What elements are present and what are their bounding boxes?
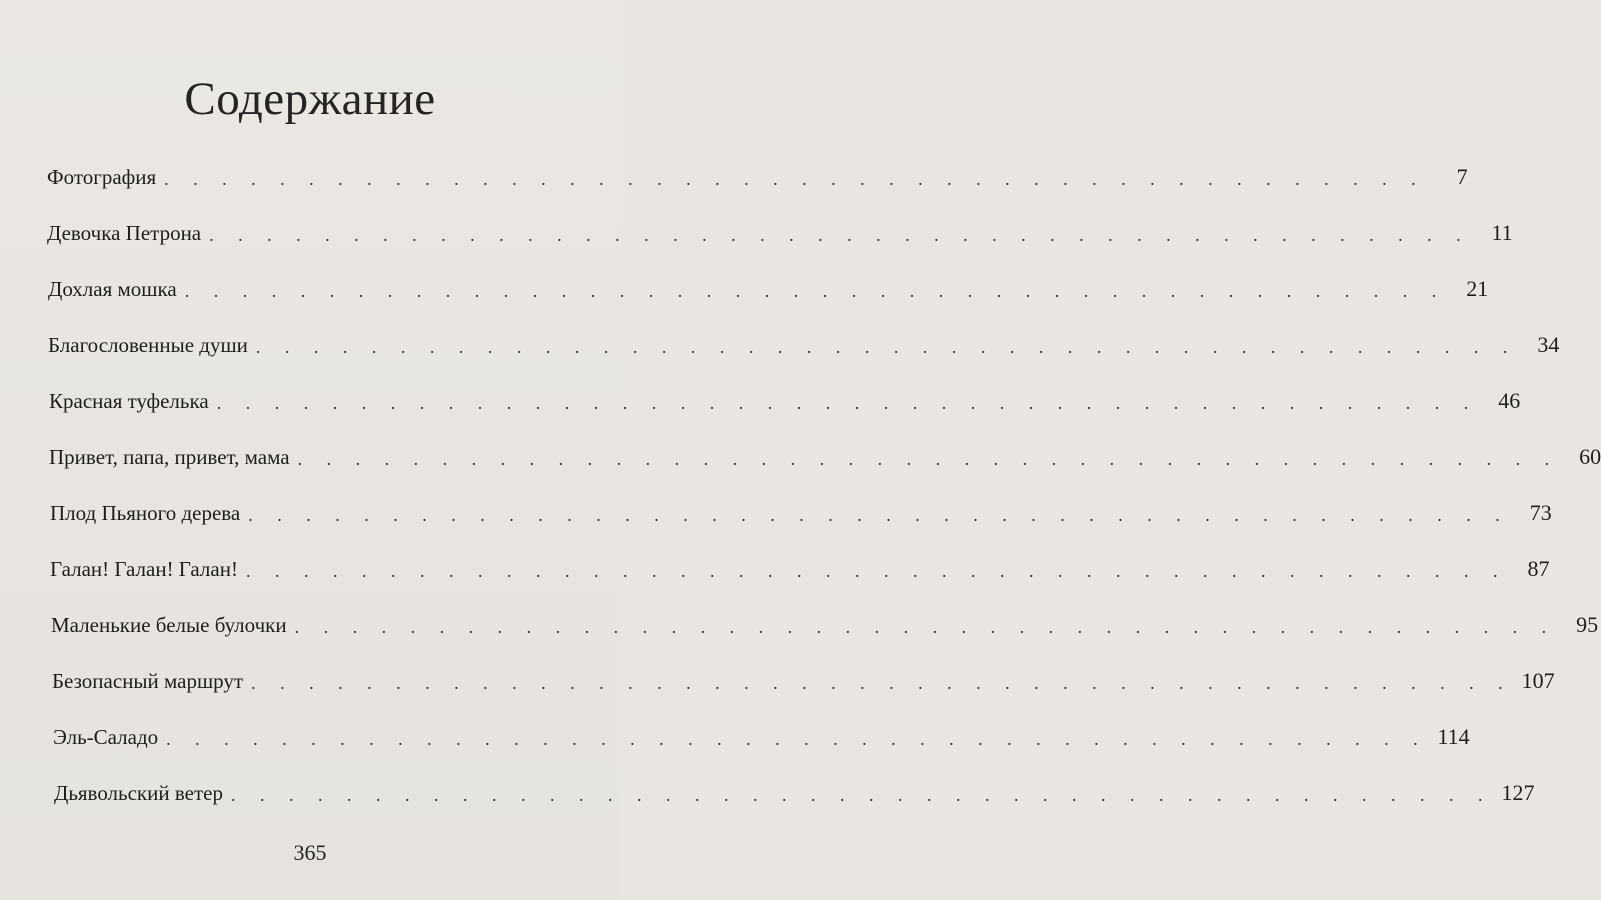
toc-entry-title: Безопасный маршрут: [52, 669, 244, 693]
toc-entry: [49, 438, 1601, 470]
dot-leader: . . . . . . . . . . . . . . . . . . . . . . . . . . . . . . . . . . . . . . . . . . . .: [184, 281, 1447, 301]
toc-entry-page: 87: [1527, 556, 1550, 581]
dot-leader: . . . . . . . . . . . . . . . . . . . . . . . . . . . . . . . . . . . . . . . . . . . .: [166, 729, 1428, 749]
toc-entry-title: Дьявольский ветер: [54, 781, 223, 805]
dot-leader: . . . . . . . . . . . . . . . . . . . . . . . . . . . . . . . . . . . . . . . . . . . .: [294, 617, 1557, 637]
toc-entry: [48, 326, 1560, 358]
toc-entry-page: 114: [1437, 724, 1470, 749]
dot-leader: . . . . . . . . . . . . . . . . . . . . . . . . . . . . . . . . . . . . . . . . . . . .: [164, 169, 1426, 189]
toc-entry-title: Маленькие белые булочки: [51, 613, 287, 637]
page-title: Содержание: [184, 73, 436, 125]
toc-entry-title: Эль-Саладо: [53, 725, 159, 749]
toc-entry-page: 73: [1529, 500, 1552, 525]
toc-entry-title: Привет, папа, привет, мама: [49, 445, 290, 469]
toc-entry: [47, 158, 1468, 190]
dot-leader: . . . . . . . . . . . . . . . . . . . . . . . . . . . . . . . . . . . . . . . . . . . .: [209, 225, 1471, 245]
toc-entry: [48, 270, 1489, 302]
toc-entry-page: 21: [1466, 276, 1489, 301]
toc-entry: [54, 774, 1535, 806]
dot-leader: . . . . . . . . . . . . . . . . . . . . . . . . . . . . . . . . . . . . . . . . . . . .: [230, 785, 1493, 805]
dot-leader: . . . . . . . . . . . . . . . . . . . . . . . . . . . . . . . . . . . . . . . . . . . .: [248, 505, 1510, 525]
dot-leader: . . . . . . . . . . . . . . . . . . . . . . . . . . . . . . . . . . . . . . . . . . . .: [255, 337, 1518, 357]
dot-leader: . . . . . . . . . . . . . . . . . . . . . . . . . . . . . . . . . . . . . . . . . . . .: [245, 561, 1508, 581]
toc-entry-page: 60: [1579, 444, 1601, 469]
toc-entry-page: 7: [1456, 164, 1468, 189]
dot-leader: . . . . . . . . . . . . . . . . . . . . . . . . . . . . . . . . . . . . . . . . . . . .: [216, 393, 1479, 413]
toc-entry: [51, 606, 1599, 638]
toc-entry: [50, 494, 1552, 526]
dot-leader: . . . . . . . . . . . . . . . . . . . . . . . . . . . . . . . . . . . . . . . . . . . .: [297, 449, 1560, 469]
toc-entry-page: 95: [1576, 612, 1599, 637]
toc-entry-page: 11: [1491, 220, 1513, 245]
toc-entry: [47, 214, 1513, 246]
dot-leader: . . . . . . . . . . . . . . . . . . . . . . . . . . . . . . . . . . . . . . . . . . . .: [251, 673, 1513, 693]
toc-entry-title: Дохлая мошка: [48, 277, 177, 301]
toc-entry-page: 127: [1501, 780, 1535, 805]
page-number: 365: [293, 840, 327, 865]
toc-entry-page: 34: [1537, 332, 1560, 357]
toc-entry: [53, 718, 1470, 750]
toc-entry-title: Плод Пьяного дерева: [50, 501, 241, 525]
toc-entry: [52, 662, 1555, 694]
toc-entry: [49, 382, 1521, 414]
toc-entry-title: Фотография: [47, 165, 157, 189]
toc-entry-page: 107: [1521, 668, 1555, 693]
toc-entry-title: Девочка Петрона: [47, 221, 202, 245]
toc-entry-title: Галан! Галан! Галан!: [50, 557, 238, 581]
toc-entry: [50, 550, 1550, 582]
toc-entry-page: 46: [1498, 388, 1521, 413]
toc-entry-title: Красная туфелька: [49, 389, 209, 413]
toc-entry-title: Благословенные души: [48, 333, 248, 357]
